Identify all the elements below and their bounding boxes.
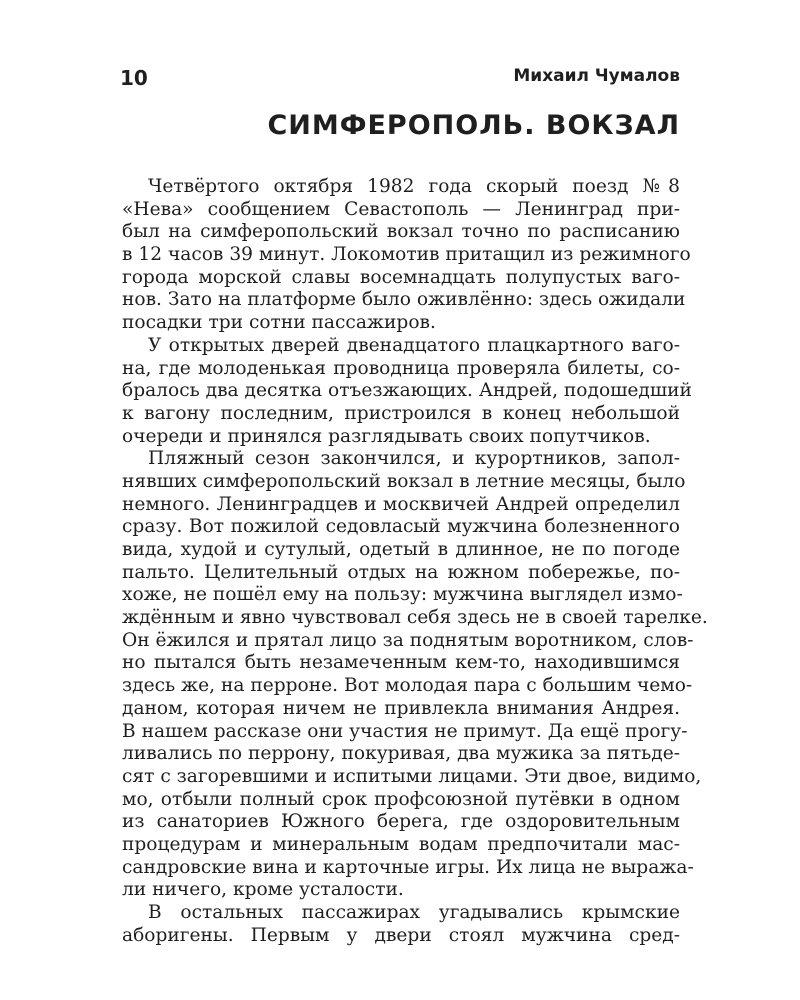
text-line: ли ничего, кроме усталости. <box>122 879 404 901</box>
text-line: вида, худой и сутулый, одетый в длинное, не по погоде <box>122 539 680 560</box>
text-line: сят с загоревшими и испитыми лицами. Эти двое, видимо, <box>122 765 702 787</box>
running-head <box>120 64 680 94</box>
text-line: даном, которая ничем не привлекла внимания Андрея. <box>122 697 680 719</box>
text-line: из санаториев Южного берега, где оздоровительным <box>122 811 680 833</box>
text-line: хоже, не пошёл ему на пользу: мужчина выглядел измо- <box>122 584 683 606</box>
text-line: Он ёжился и прятал лицо за поднятым воротником, слов- <box>122 629 694 651</box>
text-line: очереди и принялся разглядывать своих попутчиков. <box>122 425 651 447</box>
text-line: Пляжный сезон закончился, и курортников, запол- <box>148 448 680 470</box>
text-line: У открытых дверей двенадцатого плацкартного ваго- <box>148 334 680 356</box>
text-line: на, где молоденькая проводница проверяла билеты, со- <box>122 357 680 379</box>
text-line: мо, отбыли полный срок профсоюзной путёвки в одном <box>122 788 680 810</box>
text-line: пальто. Целительный отдых на южном побережье, по- <box>122 561 680 583</box>
text-line: но пытался быть незамеченным кем-то, находившимся <box>122 652 680 674</box>
text-line: нявших симферопольский вокзал в летние месяцы, было <box>122 470 686 492</box>
body-text <box>122 176 708 947</box>
text-line: здесь же, на перроне. Вот молодая пара с большим чемо- <box>122 675 693 697</box>
text-line: к вагону последним, пристроился в конец небольшой <box>122 402 680 424</box>
text-line: посадки три сотни пассажиров. <box>122 312 436 334</box>
text-line: Четвёртого октября 1982 года скорый поезд №8 <box>148 176 680 197</box>
text-line: немного. Ленинградцев и москвичей Андрей определил <box>122 493 680 515</box>
text-line: сразу. Вот пожилой седовласый мужчина болезненного <box>122 516 680 538</box>
text-line: в 12 часов 39 минут. Локомотив притащил из режимного <box>122 244 691 266</box>
text-line: ливались по перрону, покуривая, два мужика за пятьде- <box>122 743 680 765</box>
chapter-title: СИМФЕРОПОЛЬ. ВОКЗАЛ <box>267 110 680 141</box>
text-line: был на симферопольский вокзал точно по расписанию <box>122 221 680 243</box>
author-name: Михаил Чумалов <box>513 66 680 86</box>
text-line: бралось два десятка отъезжающих. Андрей, подошедший <box>122 380 692 402</box>
text-line: процедурам и минеральным водам предпочитали мас- <box>122 833 680 855</box>
text-line: города морской славы восемнадцать полупустых ваго- <box>122 266 680 288</box>
text-line: В нашем рассказе они участия не примут. Да ещё прогу- <box>122 720 688 742</box>
text-line: ждённым и явно чувствовал себя здесь не в своей тарелке. <box>122 607 708 629</box>
page-number: 10 <box>120 66 148 90</box>
text-line: «Нева» сообщением Севастополь — Ленинград при- <box>122 198 680 220</box>
text-line: нов. Зато на платформе было оживлённо: здесь ожидали <box>122 289 686 311</box>
text-line: аборигены. Первым у двери стоял мужчина сред- <box>122 924 680 946</box>
text-line: сандровские вина и карточные игры. Их лица не выража- <box>122 856 694 878</box>
text-line: В остальных пассажирах угадывались крымские <box>148 902 680 923</box>
